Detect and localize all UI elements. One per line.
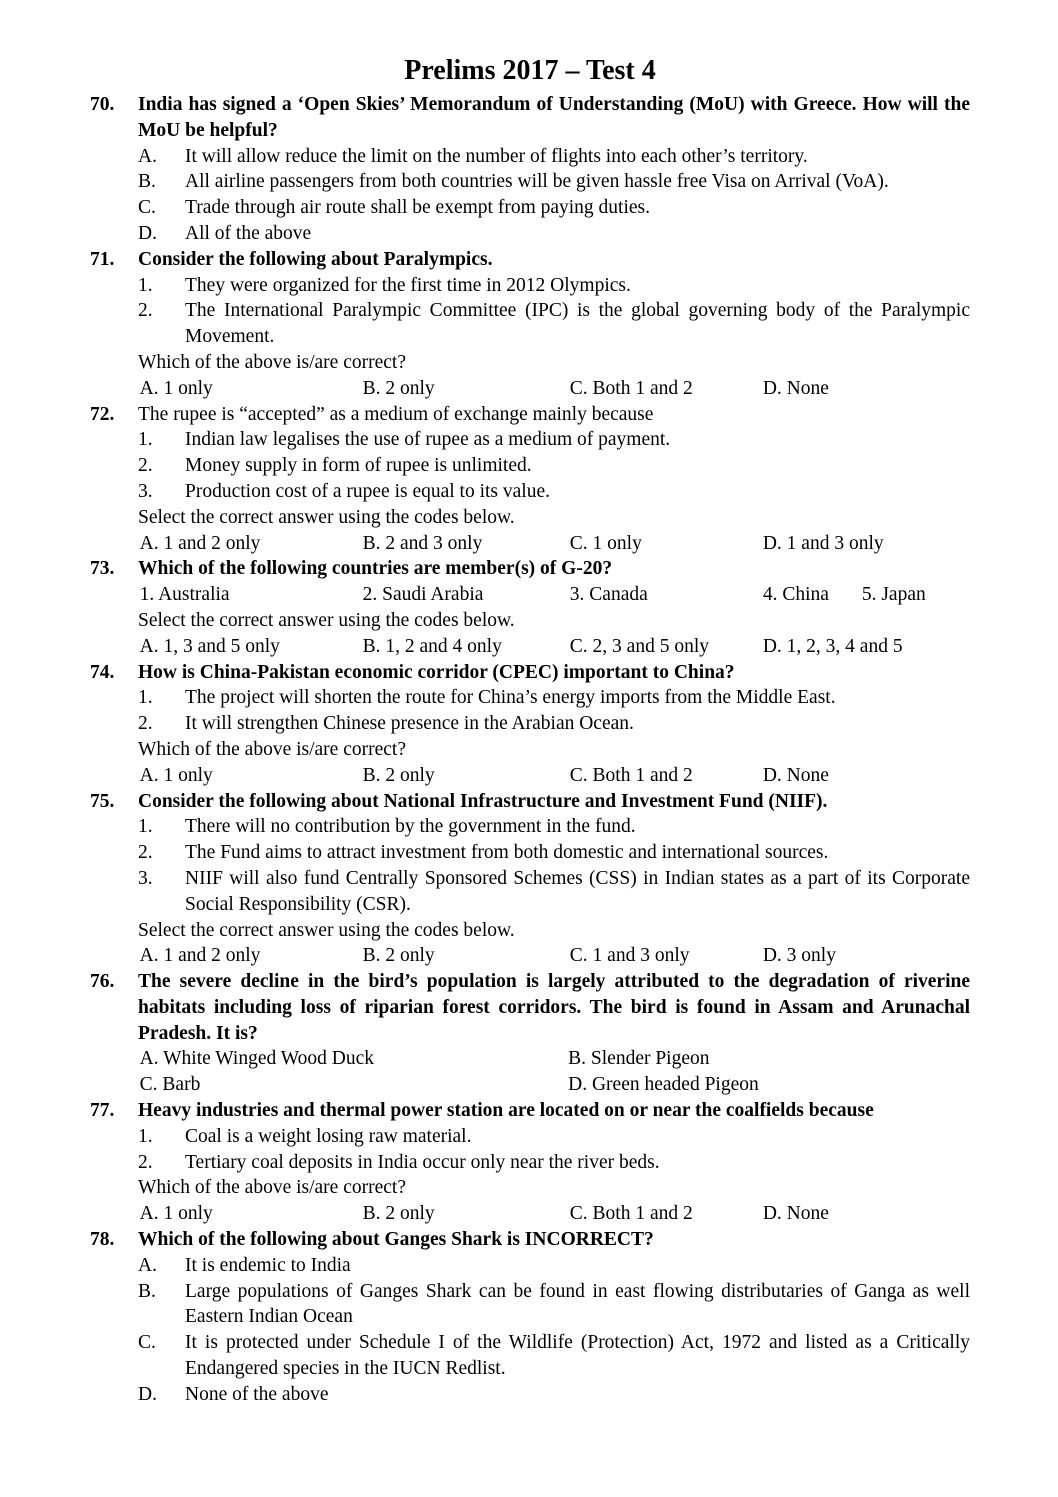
- options-row: [138, 763, 970, 789]
- option-label: 1.: [138, 429, 153, 451]
- question-stem: The severe decline in the bird’s population is largely attributed to the degradation of riverine habitats including loss of riparian forest corridors. The bird is found in Assam and Arunachal Pradesh. It is?: [138, 971, 970, 1044]
- option-cell: A. 1, 3 and 5 only: [139, 635, 280, 657]
- option-cell: D. Green headed Pigeon: [568, 1074, 759, 1096]
- option-text: Trade through air route shall be exempt from paying duties.: [185, 197, 651, 219]
- question-stem: Consider the following about Paralympics.: [138, 248, 493, 270]
- question-body: [138, 92, 970, 247]
- options-row: [138, 943, 970, 969]
- option-cell: B. 2 only: [362, 377, 435, 399]
- options-row: [138, 1046, 970, 1072]
- option-cell: B. Slender Pigeon: [568, 1048, 710, 1070]
- option-label: C.: [138, 1332, 156, 1354]
- option-item: [138, 840, 970, 866]
- question-number: 73.: [90, 558, 115, 580]
- question-number: 76.: [90, 971, 115, 993]
- option-text: All airline passengers from both countries will be given hassle free Visa on Arrival (VoA).: [185, 171, 889, 193]
- options-row: [138, 376, 970, 402]
- option-item: [138, 711, 970, 737]
- option-cell: 2. Saudi Arabia: [362, 584, 484, 606]
- question-stem: India has signed a ‘Open Skies’ Memorandum of Understanding (MoU) with Greece. How will the MoU be helpful?: [138, 94, 970, 141]
- option-cell: B. 2 only: [362, 1203, 435, 1225]
- option-label: 1.: [138, 274, 153, 296]
- option-cell: B. 2 only: [362, 945, 435, 967]
- question-stem: Which of the following countries are member(s) of G-20?: [138, 558, 613, 580]
- option-text: Large populations of Ganges Shark can be found in east flowing distributaries of Ganga as well Eastern Indian Ocean: [185, 1280, 970, 1328]
- note-line: Select the correct answer using the codes below.: [138, 506, 515, 528]
- option-item: [138, 479, 970, 505]
- option-text: Money supply in form of rupee is unlimited.: [185, 455, 532, 477]
- question-stem: How is China-Pakistan economic corridor (CPEC) important to China?: [138, 661, 735, 683]
- option-text: Production cost of a rupee is equal to its value.: [185, 480, 550, 502]
- option-text: They were organized for the first time in 2012 Olympics.: [185, 274, 631, 296]
- note-line: Select the correct answer using the codes below.: [138, 609, 515, 631]
- option-text: None of the above: [185, 1383, 329, 1405]
- question-stem: Which of the following about Ganges Shark is INCORRECT?: [138, 1229, 654, 1251]
- option-cell: 4. China: [762, 584, 829, 606]
- option-cell: D. None: [762, 377, 829, 399]
- question-body: [138, 556, 970, 659]
- option-item: [138, 169, 970, 195]
- options-row: [138, 531, 970, 557]
- option-cell: B. 1, 2 and 4 only: [362, 635, 502, 657]
- question-body: [138, 789, 970, 970]
- questions-list: [90, 92, 970, 1408]
- option-label: D.: [138, 1383, 157, 1405]
- options-row: [138, 1072, 970, 1098]
- question-number: 77.: [90, 1100, 115, 1122]
- option-cell: A. 1 only: [139, 764, 213, 786]
- option-label: B.: [138, 1280, 156, 1302]
- question-block: [90, 789, 970, 970]
- option-cell: A. 1 and 2 only: [139, 945, 261, 967]
- option-cell: C. Both 1 and 2: [569, 1203, 693, 1225]
- option-label: C.: [138, 197, 156, 219]
- option-cell: A. 1 only: [139, 1203, 213, 1225]
- question-number: 75.: [90, 790, 115, 812]
- option-label: 1.: [138, 687, 153, 709]
- note-line: Which of the above is/are correct?: [138, 351, 406, 373]
- option-text: There will no contribution by the government in the fund.: [185, 816, 636, 838]
- option-item: [138, 195, 970, 221]
- option-label: B.: [138, 171, 156, 193]
- option-cell: C. 2, 3 and 5 only: [569, 635, 710, 657]
- note-line: Which of the above is/are correct?: [138, 1177, 406, 1199]
- option-item: [138, 866, 970, 918]
- option-cell: D. 3 only: [762, 945, 836, 967]
- option-cell: B. 2 only: [362, 764, 435, 786]
- option-cell: D. 1, 2, 3, 4 and 5: [762, 635, 903, 657]
- question-body: [138, 969, 970, 1098]
- option-item: [138, 1279, 970, 1331]
- option-text: All of the above: [185, 222, 312, 244]
- page-title: Prelims 2017 – Test 4: [404, 55, 656, 86]
- option-text: Indian law legalises the use of rupee as a medium of payment.: [185, 429, 671, 451]
- option-label: 1.: [138, 1125, 153, 1147]
- question-stem: Heavy industries and thermal power station are located on or near the coalfields because: [138, 1100, 874, 1122]
- note-line: Select the correct answer using the codes below.: [138, 919, 515, 941]
- option-label: 1.: [138, 816, 153, 838]
- option-item: [138, 273, 970, 299]
- option-text: It will allow reduce the limit on the number of flights into each other’s territory.: [185, 145, 808, 167]
- option-cell: D. None: [762, 1203, 829, 1225]
- option-label: 2.: [138, 300, 153, 322]
- option-cell: D. 1 and 3 only: [762, 532, 884, 554]
- option-cell: A. White Winged Wood Duck: [139, 1048, 374, 1070]
- option-item: [138, 1124, 970, 1150]
- question-block: [90, 92, 970, 247]
- options-row: [138, 634, 970, 660]
- question-block: [90, 1098, 970, 1227]
- option-label: 3.: [138, 480, 153, 502]
- question-number: 72.: [90, 403, 115, 425]
- options-row: [138, 582, 970, 608]
- option-item: [138, 427, 970, 453]
- option-cell: A. 1 and 2 only: [139, 532, 261, 554]
- option-cell: C. 1 only: [569, 532, 642, 554]
- question-number: 71.: [90, 248, 115, 270]
- note-line: Which of the above is/are correct?: [138, 738, 406, 760]
- option-text: It is protected under Schedule I of the Wildlife (Protection) Act, 1972 and listed as a Critically Endangered species in the IUCN Redlist.: [185, 1332, 970, 1380]
- option-item: [138, 453, 970, 479]
- option-item: [138, 1253, 970, 1279]
- option-cell: 3. Canada: [569, 584, 648, 606]
- question-body: [138, 1098, 970, 1227]
- option-cell: 5. Japan: [861, 584, 926, 606]
- option-text: Tertiary coal deposits in India occur only near the river beds.: [185, 1151, 660, 1173]
- option-label: 2.: [138, 713, 153, 735]
- option-item: [138, 814, 970, 840]
- question-block: [90, 1227, 970, 1408]
- option-item: [138, 1330, 970, 1382]
- option-cell: B. 2 and 3 only: [362, 532, 483, 554]
- option-text: The project will shorten the route for China’s energy imports from the Middle East.: [185, 687, 836, 709]
- question-block: [90, 247, 970, 402]
- option-item: [138, 1150, 970, 1176]
- question-number: 70.: [90, 94, 115, 115]
- option-cell: C. Both 1 and 2: [569, 377, 693, 399]
- option-text: The Fund aims to attract investment from both domestic and international sources.: [185, 842, 829, 864]
- option-label: D.: [138, 222, 157, 244]
- option-label: 2.: [138, 842, 153, 864]
- question-body: [138, 247, 970, 402]
- question-number: 78.: [90, 1229, 115, 1251]
- option-text: Coal is a weight losing raw material.: [185, 1125, 472, 1147]
- question-block: [90, 402, 970, 557]
- option-cell: D. None: [762, 764, 829, 786]
- option-label: 2.: [138, 455, 153, 477]
- option-text: It is endemic to India: [185, 1254, 351, 1276]
- option-item: [138, 1382, 970, 1408]
- option-cell: C. Both 1 and 2: [569, 764, 693, 786]
- option-cell: C. Barb: [139, 1074, 201, 1096]
- question-stem: The rupee is “accepted” as a medium of exchange mainly because: [138, 403, 654, 425]
- question-body: [138, 1227, 970, 1408]
- question-body: [138, 402, 970, 557]
- option-item: [138, 298, 970, 350]
- question-block: [90, 969, 970, 1098]
- option-label: A.: [138, 145, 157, 167]
- option-cell: A. 1 only: [139, 377, 213, 399]
- question-block: [90, 556, 970, 659]
- option-text: It will strengthen Chinese presence in the Arabian Ocean.: [185, 713, 634, 735]
- option-label: A.: [138, 1254, 157, 1276]
- option-item: [138, 221, 970, 247]
- option-cell: 1. Australia: [139, 584, 230, 606]
- option-label: 2.: [138, 1151, 153, 1173]
- option-text: The International Paralympic Committee (IPC) is the global governing body of the Paralympic Movement.: [185, 300, 970, 348]
- option-item: [138, 144, 970, 170]
- question-number: 74.: [90, 661, 115, 683]
- options-row: [138, 1201, 970, 1227]
- question-body: [138, 660, 970, 789]
- question-stem: Consider the following about National Infrastructure and Investment Fund (NIIF).: [138, 790, 828, 812]
- option-cell: C. 1 and 3 only: [569, 945, 690, 967]
- option-label: 3.: [138, 867, 153, 889]
- question-block: [90, 660, 970, 789]
- option-text: NIIF will also fund Centrally Sponsored Schemes (CSS) in Indian states as a part of its Corporate Social Responsibility (CSR).: [185, 867, 970, 915]
- option-item: [138, 685, 970, 711]
